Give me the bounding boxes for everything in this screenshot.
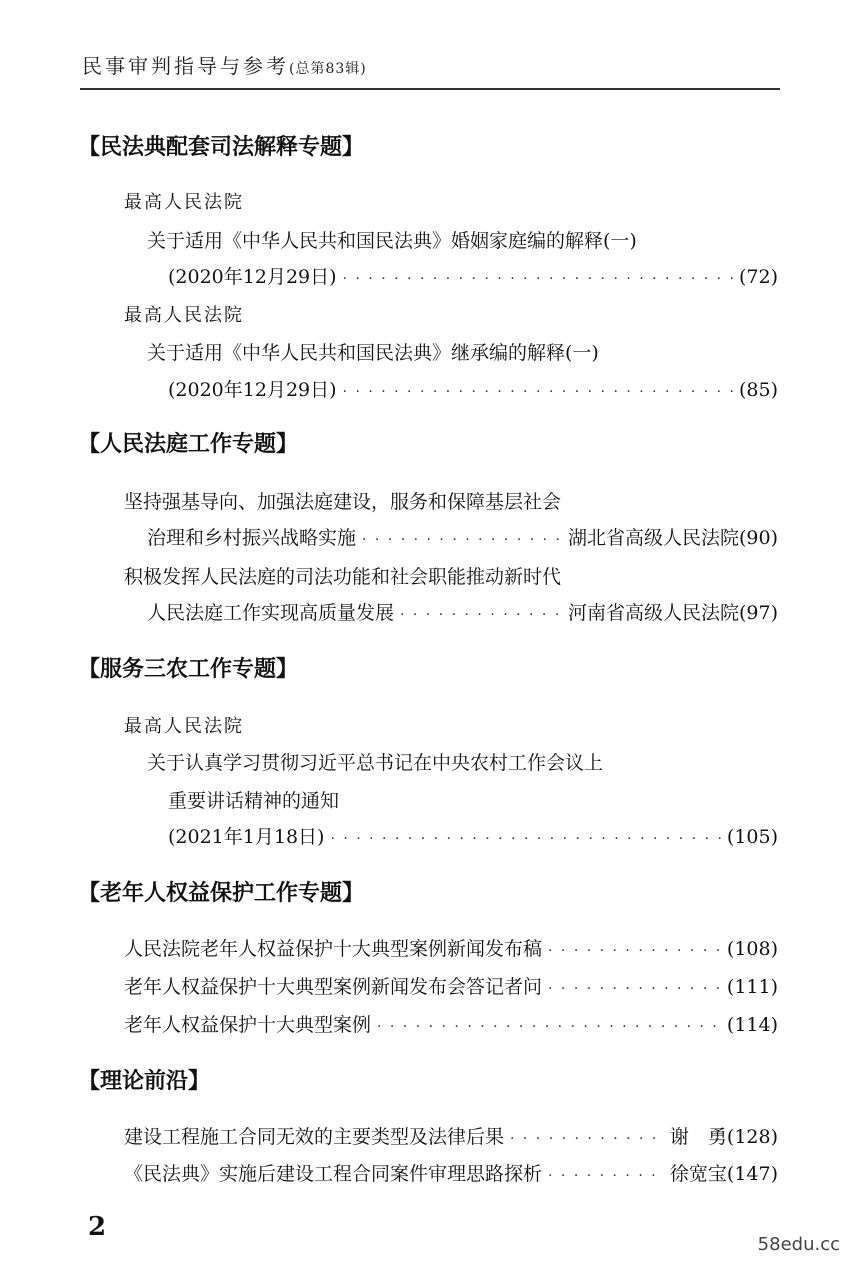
section-heading-elderly-rights: 【老年人权益保护工作专题】	[78, 881, 365, 906]
leader-dots	[343, 271, 733, 287]
toc-title: 老年人权益保护十大典型案例	[124, 1014, 372, 1036]
toc-entry[interactable]	[147, 523, 778, 550]
toc-title: 建设工程施工合同无效的主要类型及法律后果	[124, 1126, 505, 1148]
leader-dots	[548, 981, 721, 997]
section-heading-peoples-tribunal: 【人民法庭工作专题】	[78, 432, 299, 457]
toc-date: (2021年1月18日)	[168, 826, 325, 848]
toc-title-cont: 治理和乡村振兴战略实施	[147, 527, 357, 549]
toc-page: (97)	[738, 602, 778, 624]
toc-title[interactable]: 关于适用《中华人民共和国民法典》婚姻家庭编的解释(一)	[147, 230, 637, 252]
toc-page: (114)	[726, 1014, 778, 1036]
leader-dots	[362, 532, 562, 548]
toc-entry[interactable]	[124, 972, 778, 999]
toc-entry[interactable]	[147, 598, 778, 625]
leader-dots	[510, 1131, 664, 1147]
toc-author: 谢 勇	[669, 1126, 727, 1148]
toc-title[interactable]: 关于适用《中华人民共和国民法典》继承编的解释(一)	[147, 342, 599, 364]
leader-dots	[330, 831, 720, 847]
leader-dots	[548, 943, 721, 959]
toc-entry[interactable]	[168, 375, 778, 402]
toc-title: 人民法院老年人权益保护十大典型案例新闻发布稿	[124, 938, 543, 960]
toc-org: 最高人民法院	[124, 305, 244, 326]
toc-title: 老年人权益保护十大典型案例新闻发布会答记者问	[124, 976, 543, 998]
toc-org: 最高人民法院	[124, 192, 244, 213]
toc-title-cont: 人民法庭工作实现高质量发展	[147, 602, 395, 624]
leader-dots	[377, 1019, 721, 1035]
toc-entry[interactable]	[124, 1122, 778, 1149]
toc-page: (105)	[726, 826, 778, 848]
toc-page: (72)	[738, 266, 778, 288]
toc-author: 河南省高级人民法院	[567, 602, 739, 624]
toc-author: 徐宽宝	[669, 1163, 727, 1185]
toc-page: (147)	[726, 1163, 778, 1185]
toc-page: (111)	[726, 976, 778, 998]
watermark-text: 58edu.cc	[757, 1234, 840, 1255]
section-heading-theory-frontier: 【理论前沿】	[78, 1069, 211, 1094]
toc-entry[interactable]	[124, 1159, 778, 1186]
toc-title[interactable]: 坚持强基导向、加强法庭建设，服务和保障基层社会	[124, 491, 562, 513]
toc-entry[interactable]	[124, 934, 778, 961]
leader-dots	[400, 607, 562, 623]
toc-entry[interactable]	[168, 822, 778, 849]
toc-title[interactable]: 关于认真学习贯彻习近平总书记在中央农村工作会议上	[147, 752, 604, 774]
leader-dots	[343, 384, 733, 400]
toc-title[interactable]: 积极发挥人民法庭的司法功能和社会职能推动新时代	[124, 566, 562, 588]
section-heading-rural-affairs: 【服务三农工作专题】	[78, 657, 299, 682]
page-number: 2	[88, 1212, 107, 1242]
journal-issue: (总第83辑)	[289, 61, 367, 77]
toc-page: (85)	[738, 379, 778, 401]
toc-author: 湖北省高级人民法院	[567, 527, 739, 549]
toc-title-cont: 重要讲话精神的通知	[168, 790, 340, 812]
toc-title: 《民法典》实施后建设工程合同案件审理思路探析	[124, 1163, 543, 1185]
toc-page: (128)	[726, 1126, 778, 1148]
toc-entry[interactable]	[168, 262, 778, 289]
running-header	[82, 50, 367, 79]
toc-org: 最高人民法院	[124, 716, 244, 737]
toc-date: (2020年12月29日)	[168, 266, 337, 288]
toc-page: (108)	[726, 938, 778, 960]
section-heading-civil-code: 【民法典配套司法解释专题】	[78, 135, 365, 160]
toc-page: (90)	[738, 527, 778, 549]
toc-entry[interactable]	[124, 1010, 778, 1037]
leader-dots	[548, 1168, 664, 1184]
journal-title: 民事审判指导与参考	[82, 54, 289, 78]
header-rule	[80, 88, 780, 90]
toc-date: (2020年12月29日)	[168, 379, 337, 401]
